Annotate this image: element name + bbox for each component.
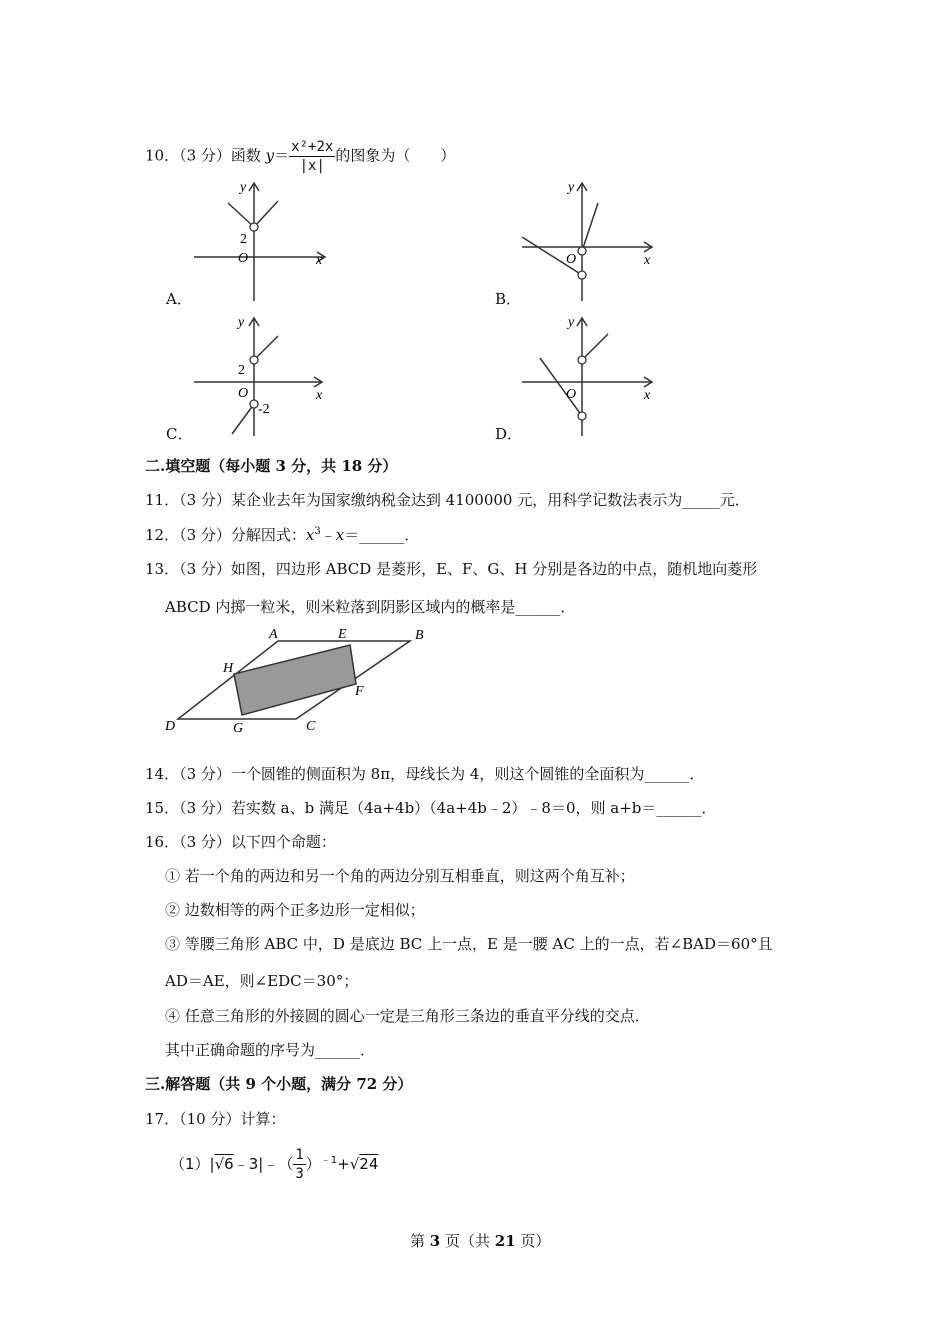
q17-p1-close: ） [305, 1155, 321, 1173]
section-3-title: 三.解答题（共 9 个小题，满分 72 分） [145, 1075, 413, 1093]
graph-d-y-label: y [568, 315, 575, 330]
graph-d-open-point-upper [578, 356, 586, 364]
q17-sqrt-6-radicand: 6 [224, 1155, 234, 1173]
graph-b-open-point-upper [578, 247, 586, 255]
q10-suffix: 的图象为（ ） [335, 146, 456, 165]
graph-c-origin: O [238, 386, 249, 401]
graph-a-right-ray [254, 201, 278, 227]
q10-graph-d [510, 310, 670, 440]
q12-eq: ＝ [344, 526, 360, 544]
q10-option-d-label: D． [495, 425, 523, 443]
q17-part1 [170, 1146, 378, 1183]
q17-frac-num: 1 [295, 1147, 304, 1163]
label-g: G [233, 721, 244, 736]
q13-line2 [165, 596, 575, 617]
graph-b-y-label: y [568, 180, 575, 195]
q16-item-3-cont: AD＝AE，则∠EDC＝30°； [165, 972, 359, 990]
q10-denominator: |x| [299, 158, 325, 174]
q10-stem [145, 138, 455, 175]
q16-tail: ． [360, 1041, 376, 1059]
q12-blank: ______ [359, 526, 405, 544]
q14 [145, 763, 704, 784]
q11-tail: 元． [719, 491, 750, 509]
q15-blank: ______ [656, 799, 702, 817]
graph-b-open-point-lower [578, 271, 586, 279]
graph-c-right-ray [254, 336, 278, 360]
label-h: H [223, 661, 234, 676]
q16-stem: 16．（3 分）以下四个命题： [145, 833, 336, 851]
graph-c-open-point-lower [250, 400, 258, 408]
label-e: E [338, 627, 347, 642]
q14-blank: ______ [644, 765, 690, 783]
q17-frac-den: 3 [295, 1166, 304, 1182]
q13-tail: ． [560, 598, 576, 616]
graph-d-open-point-lower [578, 412, 586, 420]
q10-fraction [289, 138, 335, 175]
q17-sqrt-24: √24 [349, 1155, 379, 1173]
graph-b-x-label: x [644, 253, 651, 268]
graph-c-y-label: y [238, 315, 245, 330]
q15-text: 15．（3 分）若实数 a、b 满足（4a+4b）（4a+4b﹣2）﹣8＝0，则 a+b＝ [145, 799, 657, 817]
q17-p1-abs-open: | [209, 1155, 215, 1173]
q16-item-4: ④ 任意三角形的外接圆的圆心一定是三角形三条边的垂直平分线的交点． [165, 1007, 650, 1025]
footer-a: 第 [410, 1232, 430, 1250]
q10-prefix: 10．（3 分）函数 [145, 146, 266, 165]
footer-page-number: 3 [429, 1232, 441, 1250]
q16-item-3: ③ 等腰三角形 ABC 中，D 是底边 BC 上一点，E 是一腰 AC 上的一点，若∠BAD＝60°且 [165, 935, 773, 953]
q12-text: 12．（3 分）分解因式： [145, 526, 306, 544]
q12 [145, 524, 419, 545]
q17-p1-label: （1） [170, 1155, 210, 1173]
page-footer [410, 1230, 550, 1251]
label-c: C [306, 719, 316, 734]
graph-c-tick-2: 2 [238, 363, 245, 378]
q13-line1: 13．（3 分）如图，四边形 ABCD 是菱形，E、F、G、H 分别是各边的中点，随机地向菱形 [145, 560, 758, 578]
graph-c-x-label: x [316, 388, 323, 403]
q10-graph-a [180, 175, 340, 305]
q13-rhombus-figure [160, 622, 440, 740]
q12-minus: ﹣ [320, 526, 336, 544]
q10-graph-c [180, 310, 340, 440]
graph-d-x-label: x [644, 388, 651, 403]
footer-b: 页（共 [440, 1232, 495, 1250]
q16-ask [165, 1039, 375, 1060]
q12-var-x: x [305, 526, 315, 544]
q17-exponent: ﹣1 [320, 1155, 338, 1166]
q10-option-a-label: A． [166, 290, 192, 308]
label-d: D [165, 719, 176, 734]
label-f: F [355, 684, 364, 699]
graph-c-left-ray [232, 404, 254, 434]
q10-option-b-label: B． [495, 290, 522, 308]
graph-c-tick-neg2: -2 [258, 402, 270, 417]
q16-item-1: ① 若一个角的两边和另一个角的两边分别互相垂直，则这两个角互补； [165, 867, 635, 885]
graph-a-tick-2: 2 [240, 232, 247, 247]
q11-blank: _____ [682, 491, 720, 509]
q17-sqrt-24-radicand: 24 [359, 1155, 379, 1173]
shaded-rectangle-efgh [234, 645, 356, 715]
q10-graph-b [510, 175, 670, 305]
graph-a-origin: O [238, 251, 249, 266]
label-b: B [415, 628, 424, 643]
footer-c: 页） [515, 1232, 551, 1250]
q16-blank: ______ [315, 1041, 361, 1059]
q15 [145, 797, 716, 818]
q16-ask-text: 其中正确命题的序号为 [165, 1041, 316, 1059]
graph-d-right-ray [582, 334, 608, 360]
q13-blank: ______ [515, 598, 561, 616]
graph-a-y-label: y [240, 180, 247, 195]
q10-numerator: x²+2x [291, 139, 334, 155]
q14-tail: ． [689, 765, 705, 783]
footer-total-pages: 21 [494, 1232, 516, 1250]
q15-tail: ． [701, 799, 717, 817]
graph-a-x-label: x [316, 253, 323, 268]
q10-eq: ＝ [274, 146, 290, 165]
graph-c-open-point-upper [250, 356, 258, 364]
q12-exponent: 3 [314, 526, 321, 537]
q10-var: y [265, 146, 275, 165]
graph-b-right-ray [582, 203, 598, 251]
section-2-title: 二.填空题（每小题 3 分，共 18 分） [145, 457, 398, 475]
q17-sqrt-6: √6 [214, 1155, 234, 1173]
graph-a-open-point [250, 223, 258, 231]
q11-text: 11．（3 分）某企业去年为国家缴纳税金达到 4100000 元，用科学记数法表示为 [145, 491, 683, 509]
q11 [145, 489, 750, 510]
q17-stem: 17．（10 分）计算： [145, 1110, 286, 1128]
q12-tail: ． [404, 526, 420, 544]
q17-fraction [293, 1146, 305, 1183]
label-a: A [269, 627, 278, 642]
graph-b-origin: O [566, 252, 577, 267]
q12-var-x2: x [335, 526, 345, 544]
q14-text: 14．（3 分）一个圆锥的侧面积为 8π，母线长为 4，则这个圆锥的全面积为 [145, 765, 645, 783]
q17-plus: + [337, 1155, 350, 1173]
graph-a-left-ray [228, 203, 254, 227]
q17-p1-mid: ﹣3|﹣（ [233, 1155, 294, 1173]
q16-item-2: ② 边数相等的两个正多边形一定相似； [165, 901, 425, 919]
q10-option-c-label: C． [166, 425, 193, 443]
q13-line2-text: ABCD 内掷一粒米，则米粒落到阴影区域内的概率是 [165, 598, 516, 616]
graph-d-origin: O [566, 387, 577, 402]
